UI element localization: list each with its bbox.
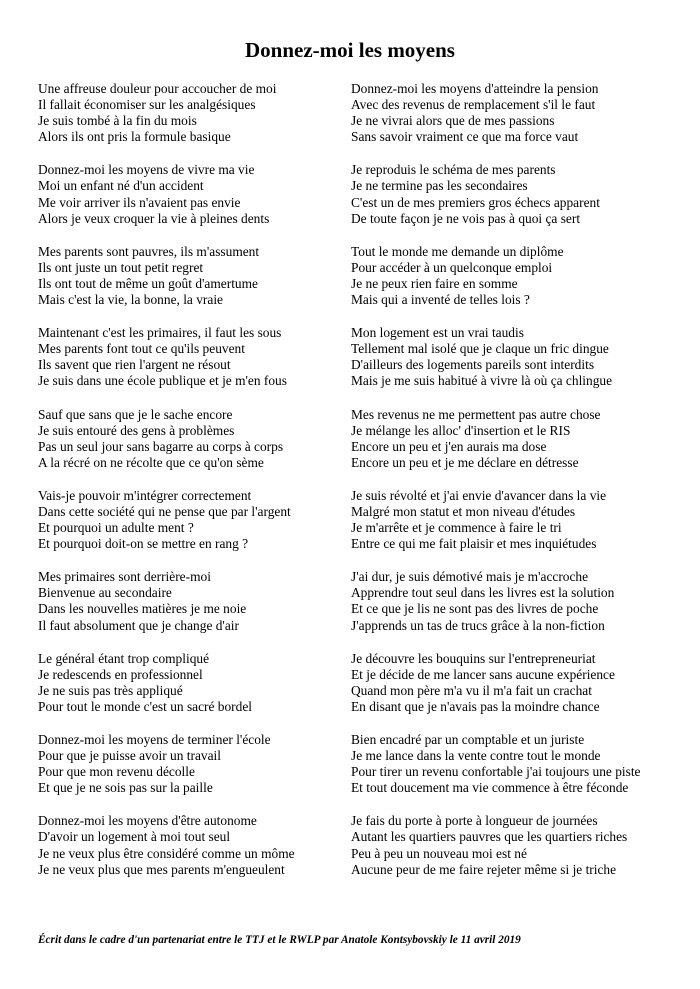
poem-title: Donnez-moi les moyens — [245, 38, 455, 62]
poem-line: Je me lance dans la vente contre tout le monde — [351, 748, 601, 764]
poem-line: C'est un de mes premiers gros échecs apparent — [351, 194, 600, 210]
poem-line: Pas un seul jour sans bagarre au corps à corps — [38, 438, 284, 454]
poem-line: Il fallait économiser sur les analgésiques — [38, 97, 256, 113]
poem-line: Je suis révolté et j'ai envie d'avancer dans la vie — [351, 487, 607, 503]
poem-line: A la récré on ne récolte que ce qu'on sème — [38, 454, 264, 470]
poem-line: Autant les quartiers pauvres que les quartiers riches — [351, 829, 628, 845]
stanza — [38, 651, 338, 715]
poem-line: Bien encadré par un comptable et un juriste — [351, 732, 585, 747]
stanza — [351, 244, 671, 308]
stanza — [38, 732, 338, 796]
poem-line: Ils savent que rien l'argent ne résout — [38, 357, 231, 373]
stanza — [351, 325, 671, 389]
poem-line: Ils ont juste un tout petit regret — [38, 259, 204, 275]
poem-line: Bienvenue au secondaire — [38, 585, 172, 601]
poem-line: Et tout doucement ma vie commence à être féconde — [351, 780, 629, 796]
poem-line: Une affreuse douleur pour accoucher de moi — [38, 81, 277, 96]
poem-line: D'avoir un logement à moi tout seul — [38, 829, 231, 845]
poem-line: Je ne veux plus que mes parents m'engueulent — [38, 861, 285, 877]
poem-line: Alors ils ont pris la formule basique — [38, 129, 231, 145]
poem-line: Je fais du porte à porte à longueur de journées — [351, 813, 598, 829]
poem-line: Avec des revenus de remplacement s'il le faut — [351, 97, 596, 113]
stanza — [38, 162, 338, 226]
footer-credit: Écrit dans le cadre d'un partenariat entre le TTJ et le RWLP par Anatole Kontsybovskiy le 11 avril 2019 — [38, 934, 521, 946]
poem-line: Mais c'est la vie, la bonne, la vraie — [38, 292, 223, 308]
poem-line: Je redescends en professionnel — [38, 666, 203, 682]
poem-line: Tellement mal isolé que je claque un fric dingue — [351, 341, 609, 357]
poem-line: Me voir arriver ils n'avaient pas envie — [38, 194, 241, 210]
poem-line: Il faut absolument que je change d'air — [38, 617, 239, 633]
stanza — [351, 162, 671, 226]
poem-line: Maintenant c'est les primaires, il faut les sous — [38, 325, 282, 341]
poem-line: Et ce que je lis ne sont pas des livres de poche — [351, 601, 599, 617]
poem-line: Pour que je puisse avoir un travail — [38, 748, 221, 764]
poem-line: Sauf que sans que je le sache encore — [38, 406, 233, 422]
poem-line: Je ne peux rien faire en somme — [351, 275, 518, 291]
stanza — [351, 81, 671, 145]
stanza — [38, 244, 338, 308]
stanza — [38, 488, 338, 552]
poem-line: Et que je ne sois pas sur la paille — [38, 780, 213, 796]
poem-line: Pour tirer un revenu confortable j'ai toujours une piste — [351, 764, 641, 780]
poem-line: Mes parents font tout ce qu'ils peuvent — [38, 341, 245, 357]
poem-line: Je m'arrête et je commence à faire le tri — [351, 520, 562, 536]
poem-line: Mon logement est un vrai taudis — [351, 325, 524, 341]
poem-line: Mes parents sont pauvres, ils m'assument — [38, 243, 260, 259]
poem-line: Je suis tombé à la fin du mois — [38, 113, 197, 129]
poem-line: J'apprends un tas de trucs grâce à la non-fiction — [351, 617, 605, 633]
poem-line: Tout le monde me demande un diplôme — [351, 243, 564, 259]
poem-line: En disant que je n'avais pas la moindre chance — [351, 698, 600, 714]
poem-line: Pour accéder à un quelconque emploi — [351, 259, 553, 275]
stanza — [38, 813, 338, 877]
poem-line: Peu à peu un nouveau moi est né — [351, 845, 527, 861]
poem-line: Donnez-moi les moyens de vivre ma vie — [38, 162, 255, 178]
poem-line: Encore un peu et je me déclare en détresse — [351, 454, 579, 470]
poem-line: Alors je veux croquer la vie à pleines dents — [38, 210, 270, 226]
stanza — [351, 651, 671, 715]
poem-line: Donnez-moi les moyens d'être autonome — [38, 813, 257, 829]
poem-line: Apprendre tout seul dans les livres est la solution — [351, 585, 615, 601]
poem-line: Entre ce qui me fait plaisir et mes inquiétudes — [351, 536, 597, 552]
poem-line: Quand mon père m'a vu il m'a fait un crachat — [351, 682, 592, 698]
poem-line: Encore un peu et j'en aurais ma dose — [351, 438, 547, 454]
poem-line: Dans les nouvelles matières je me noie — [38, 601, 247, 617]
stanza — [351, 813, 671, 877]
stanza — [351, 488, 671, 552]
poem-line: Je ne termine pas les secondaires — [351, 178, 528, 194]
poem-line: Et je décide de me lancer sans aucune expérience — [351, 666, 615, 682]
stanza — [351, 732, 671, 796]
poem-column-right — [351, 81, 671, 895]
poem-line: Mes primaires sont derrière-moi — [38, 569, 211, 585]
poem-line: Mais qui a inventé de telles lois ? — [351, 292, 530, 308]
poem-line: De toute façon je ne vois pas à quoi ça sert — [351, 210, 581, 226]
poem-line: Donnez-moi les moyens de terminer l'école — [38, 732, 271, 747]
poem-line: Je suis dans une école publique et je m'en fous — [38, 373, 287, 389]
stanza — [38, 81, 338, 145]
poem-line: Moi un enfant né d'un accident — [38, 178, 204, 194]
poem-line: Malgré mon statut et mon niveau d'études — [351, 503, 576, 519]
poem-line: Sans savoir vraiment ce que ma force vaut — [351, 129, 579, 145]
stanza — [351, 407, 671, 471]
poem-line: Et pourquoi doit-on se mettre en rang ? — [38, 536, 249, 552]
poem-line: Donnez-moi les moyens d'atteindre la pension — [351, 81, 599, 96]
poem-line: Je ne veux plus être considéré comme un môme — [38, 845, 295, 861]
poem-column-left — [38, 81, 338, 895]
poem-line: Je ne suis pas très appliqué — [38, 682, 183, 698]
poem-line: D'ailleurs des logements pareils sont interdits — [351, 357, 595, 373]
poem-line: Je découvre les bouquins sur l'entrepreneuriat — [351, 650, 596, 666]
poem-line: Je reproduis le schéma de mes parents — [351, 162, 556, 178]
poem-line: Le général étant trop compliqué — [38, 650, 210, 666]
poem-line: Et pourquoi un adulte ment ? — [38, 520, 194, 536]
poem-line: Je ne vivrai alors que de mes passions — [351, 113, 555, 129]
stanza — [38, 569, 338, 633]
poem-line: Aucune peur de me faire rejeter même si je triche — [351, 861, 617, 877]
poem-line: Pour que mon revenu décolle — [38, 764, 195, 780]
poem-line: Mes revenus ne me permettent pas autre chose — [351, 406, 601, 422]
poem-line: Je suis entouré des gens à problèmes — [38, 422, 235, 438]
poem-line: Dans cette société qui ne pense que par l'argent — [38, 503, 291, 519]
stanza — [38, 325, 338, 389]
poem-line: J'ai dur, je suis démotivé mais je m'accroche — [351, 569, 589, 585]
poem-line: Pour tout le monde c'est un sacré bordel — [38, 698, 253, 714]
stanza — [38, 407, 338, 471]
poem-line: Je mélange les alloc' d'insertion et le RIS — [351, 422, 571, 438]
poem-line: Mais je me suis habitué à vivre là où ça chlingue — [351, 373, 613, 389]
poem-line: Ils ont tout de même un goût d'amertume — [38, 275, 258, 291]
stanza — [351, 569, 671, 633]
poem-line: Vais-je pouvoir m'intégrer correctement — [38, 487, 252, 503]
